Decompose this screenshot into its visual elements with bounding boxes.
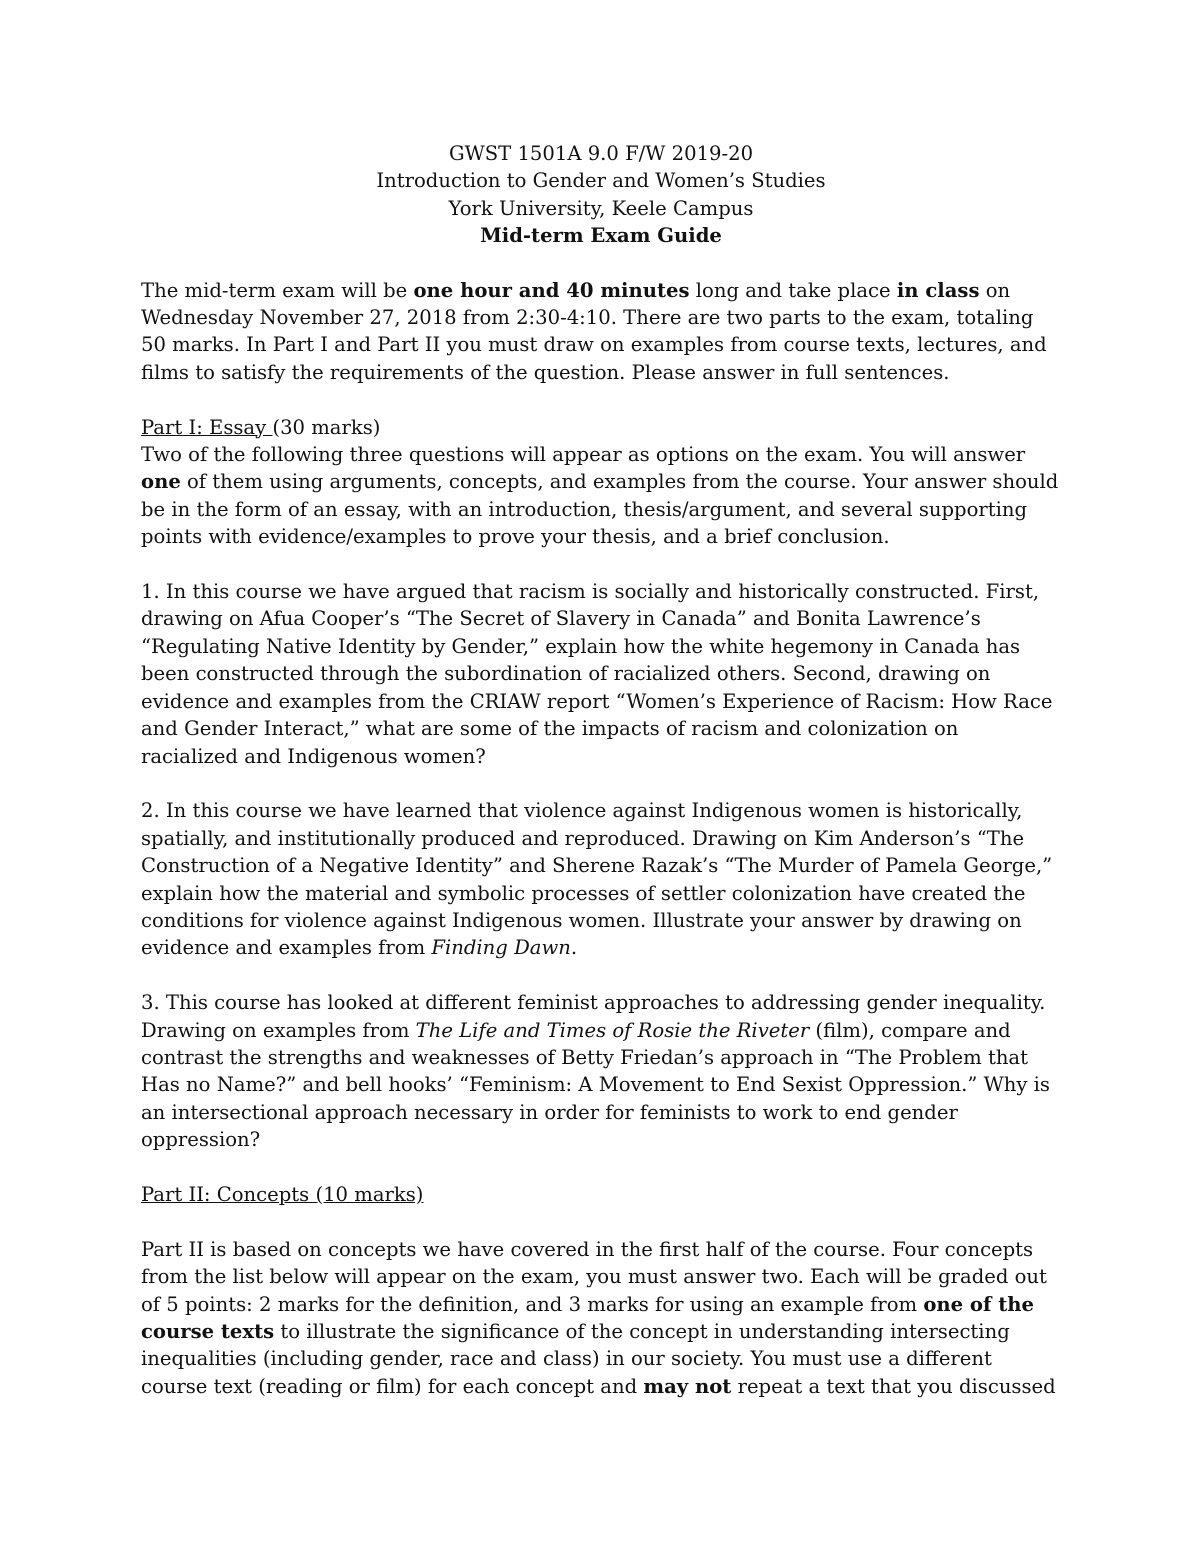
document-page xyxy=(141,140,1061,1428)
document-header xyxy=(141,140,1061,250)
part1-description: Two of the following three questions will appear as options on the exam. You will answer one of them using arguments, concepts, and examples from the course. Your answer should be in the form of an essay, with an introduction, thesis/argument, and several supporting points with evidence/examples to prove your thesis, and a brief conclusion. xyxy=(141,443,1059,549)
essay-question-3: 3. This course has looked at different feminist approaches to addressing gender inequality. Drawing on examples from The Life and Times of Rosie the Riveter (film), compare and contrast the strengths and weaknesses of Betty Friedan’s approach in “The Problem that Has no Name?” and bell hooks’ “Feminism: A Movement to End Sexist Oppression.” Why is an intersectional approach necessary in order for feminists to work to end gender oppression? xyxy=(141,991,1050,1152)
part2-heading: Part II: Concepts (10 marks) xyxy=(141,1182,424,1206)
essay-question-1: 1. In this course we have argued that racism is socially and historically constructed. First, drawing on Afua Cooper’s “The Secret of Slavery in Canada” and Bonita Lawrence’s “Regulating Native Identity by Gender,” explain how the white hegemony in Canada has been constructed through the subordination of racialized others. Second, drawing on evidence and examples from the CRIAW report “Women’s Experience of Racism: How Race and Gender Interact,” what are some of the impacts of racism and colonization on racialized and Indigenous women? xyxy=(141,580,1053,768)
document-title: Mid-term Exam Guide xyxy=(480,224,722,248)
intro-paragraph: The mid-term exam will be one hour and 40 minutes long and take place in class on Wednesday November 27, 2018 from 2:30-4:10. There are two parts to the exam, totaling 50 marks. In Part I and Part II you must draw on examples from course texts, lectures, and films to satisfy the requirements of the question. Please answer in full sentences. xyxy=(141,278,1047,384)
part1-heading: Part I: Essay (30 marks) xyxy=(141,415,381,439)
institution: York University, Keele Campus xyxy=(448,196,754,220)
course-name: Introduction to Gender and Women’s Studies xyxy=(376,169,826,193)
course-code: GWST 1501A 9.0 F/W 2019-20 xyxy=(448,142,754,165)
part2-description: Part II is based on concepts we have covered in the first half of the course. Four concepts from the list below will appear on the exam, you must answer two. Each will be graded out of 5 points: 2 marks for the definition, and 3 marks for using an example from one of the course texts to illustrate the significance of the concept in understanding intersecting inequalities (including gender, race and class) in our society. You must use a different course text (reading or film) for each concept and may not repeat a text that you discussed xyxy=(141,1237,1056,1398)
essay-question-2: 2. In this course we have learned that violence against Indigenous women is historically, spatially, and institutionally produced and reproduced. Drawing on Kim Anderson’s “The Construction of a Negative Identity” and Sherene Razak’s “The Murder of Pamela George,” explain how the material and symbolic processes of settler colonization have created the conditions for violence against Indigenous women. Illustrate your answer by drawing on evidence and examples from Finding Dawn. xyxy=(141,799,1053,960)
